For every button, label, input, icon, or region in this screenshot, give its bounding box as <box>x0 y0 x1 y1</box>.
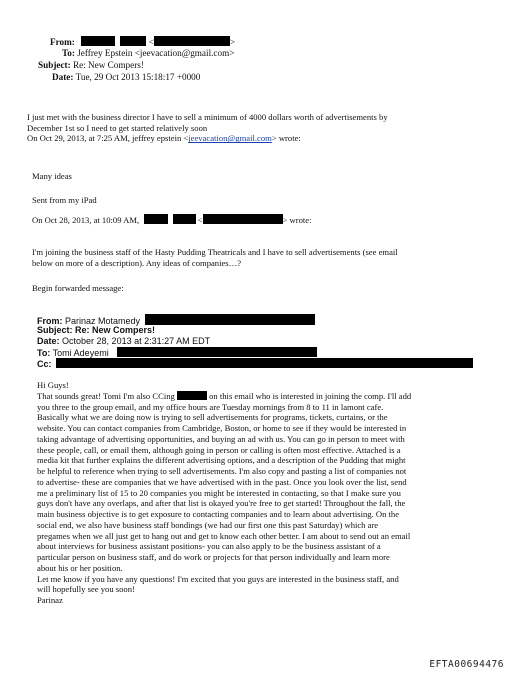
forward-date-value: October 28, 2013 at 2:31:27 AM EDT <box>62 336 211 346</box>
header-from-row <box>50 36 235 48</box>
body-line: pregames when we all just get to hang out and get to know each other better. I am about to send out an email <box>37 530 411 541</box>
redaction-block <box>56 358 473 368</box>
forward-to-label: To: <box>37 348 51 358</box>
header-from-close: > <box>229 37 236 47</box>
header-from-label: From: <box>50 37 75 47</box>
body-line: taking advantage of advertising opportunities, and buying an ad with us. You can go in person to meet with <box>37 433 405 444</box>
redaction-block <box>177 391 207 400</box>
body-text: That sounds great! Tomi I'm also CCing <box>37 390 175 401</box>
redaction-block <box>203 214 283 224</box>
bates-number: EFTA00694476 <box>429 659 504 670</box>
body-signature: Parinaz <box>37 595 63 605</box>
reply-3 <box>32 247 480 268</box>
body-line: me a preliminary list of 15 to 20 companies you might be interested in contacting, so that I make sure you <box>37 487 401 498</box>
body-line: these people, call, or email them, although going in person or calling is often most effective. Attached is a <box>37 444 401 455</box>
forwarded-label: Begin forwarded message: <box>32 283 124 293</box>
body-line: website. You can contact companies from Cambridge, Boston, or home to see if they would be interested in <box>37 423 407 433</box>
body-line: main business objective is to get exposure to contacting companies and to learn about advertising. On the <box>37 509 400 519</box>
forward-subject-row <box>37 325 155 336</box>
quote-prefix: On Oct 28, 2013, at 10:09 AM, <box>32 215 140 225</box>
body-line: Let me know if you have any questions! I'm excited that you guys are interested in the business staff, and <box>37 573 399 584</box>
body-line: Basically what we are doing now is trying to sell advertisements for programs, tickets, curtains, or the <box>37 412 388 423</box>
forward-subject-value: Re: New Compers! <box>75 325 156 335</box>
body-greeting: Hi Guys! <box>37 380 69 390</box>
body-line: will hopefully see you soon! <box>37 584 135 595</box>
body-line: about interviews for business assistant positions- you can also apply to be the business assistant of a <box>37 541 381 552</box>
body-line: particular person on business staff, and do work or projects for that person individually and learn more <box>37 552 390 562</box>
quote-suffix: > wrote: <box>282 215 312 225</box>
body-line: media kit that further explains the different advertising options, and a description of the Pudding that might <box>37 455 406 466</box>
reply-1-line: I just met with the business director I have to sell a minimum of 4000 dollars worth of advertisements by <box>27 112 388 122</box>
reply-1-line: December 1st so I need to get started relatively soon <box>27 122 208 133</box>
header-subject-label: Subject: <box>38 60 71 70</box>
redaction-block <box>81 36 115 46</box>
forward-subject-label: Subject: <box>37 325 73 335</box>
forward-from-value: Parinaz Motamedy <box>65 316 141 326</box>
email-link[interactable]: jeevacation@gmail.com <box>188 133 272 144</box>
redaction-block <box>117 347 317 357</box>
header-date-row <box>52 72 200 83</box>
header-to-row <box>62 48 234 59</box>
body-line: guys don't have any overlaps, and after that list is okayed you're free to get started! Throughout the fall, the <box>37 498 406 509</box>
forward-cc-row <box>37 358 473 370</box>
quote-prefix: On Oct 29, 2013, at 7:25 AM, jeffrey epstein < <box>27 133 189 144</box>
reply-1-quote <box>27 133 475 144</box>
quote-open: < <box>197 215 203 225</box>
header-from-open: < <box>148 37 154 47</box>
body-text: on this email who is interested in joining the comp. I'll add <box>209 390 412 401</box>
header-subject-value: Re: New Compers! <box>72 60 144 70</box>
body-line: you three to the group email, and my office hours are Tuesday mornings from 8 to 11 in lamont cafe. <box>37 401 384 412</box>
header-date-value: Tue, 29 Oct 2013 15:18:17 +0000 <box>75 72 201 82</box>
forward-date-row <box>37 336 210 347</box>
forward-to-value: Tomi Adeyemi <box>52 348 109 358</box>
redaction-block <box>144 214 168 224</box>
forward-body <box>37 380 507 606</box>
redaction-block <box>154 36 230 46</box>
header-date-label: Date: <box>52 72 74 82</box>
redaction-block <box>120 36 146 46</box>
forward-to-row <box>37 347 317 359</box>
forward-date-label: Date: <box>37 336 60 346</box>
reply-2-line: Sent from my iPad <box>32 195 97 205</box>
reply-1 <box>27 112 475 144</box>
reply-2-quote <box>32 214 480 226</box>
header-subject-row <box>38 60 144 71</box>
reply-3-line: I'm joining the business staff of the Hasty Pudding Theatricals and I have to sell advertisements (see email <box>32 247 398 257</box>
redaction-block <box>173 214 196 224</box>
reply-3-line: below on more of a description). Any ideas of companies…? <box>32 257 242 268</box>
quote-suffix: > wrote: <box>271 133 301 144</box>
body-line <box>37 391 507 402</box>
forward-cc-label: Cc: <box>37 359 52 369</box>
reply-2-line: Many ideas <box>32 171 72 181</box>
header-to-value: Jeffrey Epstein <jeevacation@gmail.com> <box>77 48 235 58</box>
forward-from-label: From: <box>37 316 63 326</box>
redaction-block <box>145 314 315 325</box>
header-to-label: To: <box>62 48 75 58</box>
body-line: be helpful to reference when trying to sell advertisements. I'm also copy and pasting a list of companies not <box>37 466 407 476</box>
body-line: social end, we also have business staff bondings (we had our first one this past Saturday) which are <box>37 519 379 530</box>
body-line: to advertise- these are companies that we have advertised with in the past. Once you look over the list, send <box>37 476 407 487</box>
body-line: about his or her position. <box>37 562 123 573</box>
